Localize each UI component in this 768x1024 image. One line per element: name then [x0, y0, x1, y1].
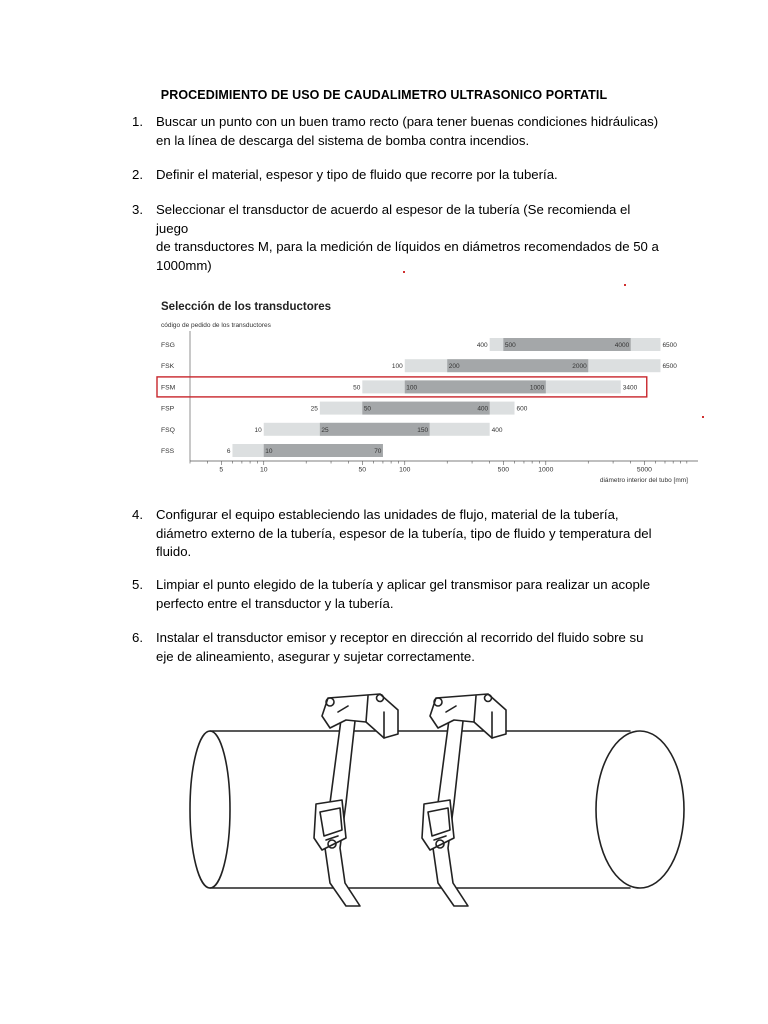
step-line: Instalar el transductor emisor y receptor en dirección al recorrido del fluido sobre su [156, 630, 644, 645]
row-code-label: FSM [161, 384, 176, 392]
x-axis-label: diámetro interior del tubo [mm] [599, 477, 688, 484]
step-line: de transductores M, para la medición de líquidos en diámetros recomendados de 50 a [156, 239, 659, 254]
bar-value-label: 2000 [572, 363, 587, 371]
bar-value-label: 1000 [529, 384, 545, 392]
row-code-label: FSP [161, 405, 175, 413]
stray-mark [403, 271, 405, 273]
step-line: Limpiar el punto elegido de la tubería y aplicar gel transmisor para realizar un acople [156, 577, 651, 592]
bar-value-label: 600 [516, 405, 528, 413]
bar-value-label: 50 [363, 405, 372, 413]
x-tick-label: 5000 [636, 466, 652, 474]
bar-value-label: 200 [448, 363, 460, 371]
bar-value-label: 10 [265, 448, 273, 455]
bar-value-label: 50 [353, 384, 361, 392]
recommended-bar [264, 444, 383, 457]
bar-value-label: 400 [477, 405, 489, 413]
stray-mark [624, 284, 626, 286]
bar-value-label: 3400 [622, 384, 638, 392]
bar-value-label: 6500 [662, 363, 677, 371]
pipe-left-end [190, 731, 230, 888]
pipe-body [210, 731, 630, 888]
step-line: 1000mm) [156, 257, 212, 273]
transducer-emitter [314, 694, 398, 906]
bar-value-label: 25 [321, 426, 329, 434]
step-line: Seleccionar el transductor de acuerdo al espesor de la tubería (Se recomienda el juego [156, 202, 631, 236]
bar-value-label: 10 [254, 426, 262, 434]
step-number: 3. [132, 202, 143, 217]
x-tick-label: 100 [399, 466, 411, 474]
row-code-label: FSG [161, 342, 175, 349]
pipe-right-end [596, 731, 684, 888]
recommended-bar [362, 402, 489, 415]
x-tick-label: 10 [259, 466, 268, 474]
step-line: Definir el material, espesor y tipo de fluido que recorre por la tubería. [156, 167, 558, 182]
step-number: 4. [132, 507, 143, 522]
step-number: 5. [132, 577, 143, 592]
bar-value-label: 500 [504, 342, 516, 349]
chart-svg [155, 293, 705, 485]
chart-title: Selección de los transductores [161, 301, 332, 313]
x-tick-label: 500 [497, 466, 510, 474]
bar-value-label: 6500 [662, 342, 677, 349]
bar-value-label: 150 [417, 426, 429, 434]
step-line: Buscar un punto con un buen tramo recto (para tener buenas condiciones hidráulicas) [156, 114, 659, 129]
step-line: fluido. [156, 544, 192, 559]
x-tick-label: 1000 [538, 466, 554, 474]
transducer-receiver [422, 694, 506, 906]
bar-value-label: 6 [226, 448, 231, 455]
bar-value-label: 25 [310, 405, 318, 413]
step-number: 2. [132, 167, 143, 182]
bar-value-label: 100 [391, 363, 403, 371]
x-tick-label: 5 [219, 466, 224, 474]
bar-value-label: 100 [406, 384, 418, 392]
chart-subtitle: código de pedido de los transductores [161, 322, 271, 329]
step-line: diámetro externo de la tubería, espesor de la tubería, tipo de fluido y temperatura del [156, 525, 652, 541]
recommended-bar [447, 359, 588, 372]
recommended-bar [503, 338, 630, 351]
bar-value-label: 4000 [614, 342, 630, 349]
pipe-transducer-illustration [180, 688, 690, 910]
step-line: perfecto entre el transductor y la tubería. [156, 595, 394, 611]
step-line: eje de alineamiento, asegurar y sujetar correctamente. [156, 648, 475, 664]
bar-value-label: 400 [476, 342, 488, 349]
recommended-bar [405, 380, 546, 393]
row-code-label: FSQ [161, 426, 175, 434]
x-tick-label: 50 [358, 466, 367, 474]
bar-value-label: 400 [491, 426, 503, 434]
page-title: PROCEDIMIENTO DE USO DE CAUDALIMETRO ULTRASONICO PORTATIL [160, 88, 608, 102]
step-number: 6. [132, 630, 143, 645]
recommended-bar [320, 423, 430, 436]
step-line: Configurar el equipo estableciendo las unidades de flujo, material de la tubería, [156, 507, 619, 522]
transducer-selection-chart [155, 293, 705, 485]
row-code-label: FSK [161, 363, 175, 371]
step-number: 1. [132, 114, 143, 129]
step-line: en la línea de descarga del sistema de bomba contra incendios. [156, 132, 530, 148]
row-code-label: FSS [161, 448, 175, 455]
bar-value-label: 70 [374, 448, 382, 455]
